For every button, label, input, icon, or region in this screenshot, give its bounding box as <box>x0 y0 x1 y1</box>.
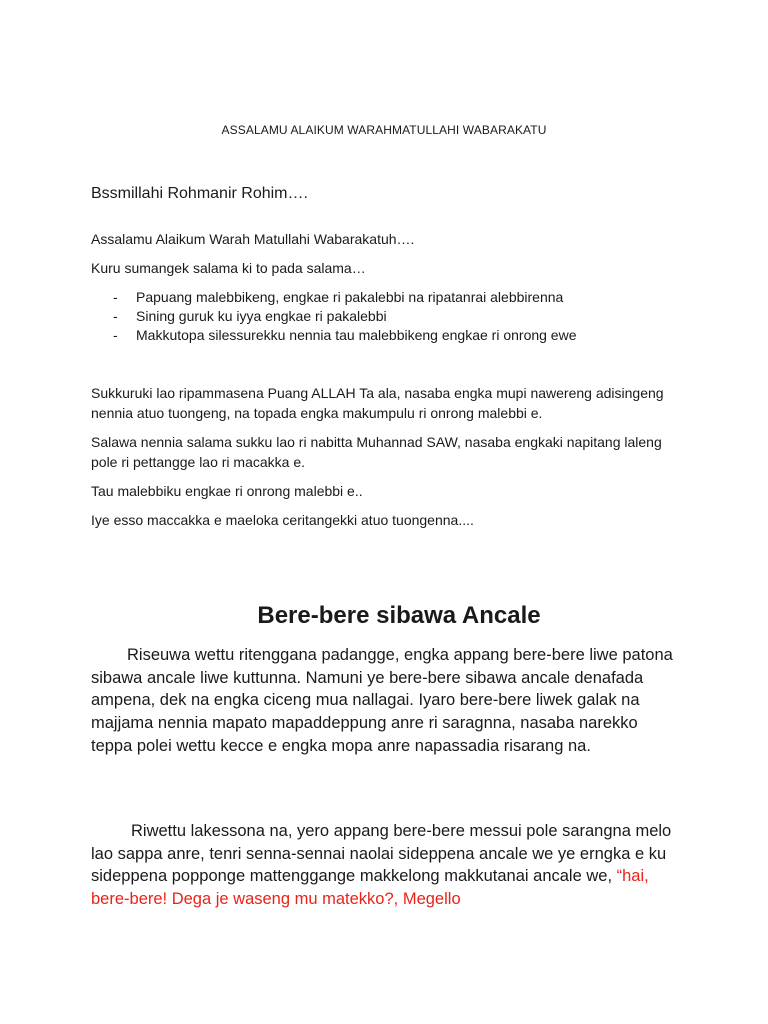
list-item <box>91 326 577 345</box>
story-paragraph-1: Riseuwa wettu ritenggana padangge, engka appang bere-bere liwe patona sibawa ancale liwe kuttunna. Namuni ye bere-bere sibawa ancale denafada ampena, dek na engka ciceng mua nallagai. Iyaro bere-bere liwek galak na majjama nennia mapato mapaddeppung anre ri saragnna, nasaba narekko teppa polei wettu kecce e engka mopa anre napassadia risarang na. <box>91 646 673 755</box>
list-dash: - <box>113 308 118 324</box>
story-title: Bere-bere sibawa Ancale <box>257 602 541 629</box>
salutation-header: ASSALAMU ALAIKUM WARAHMATULLAHI WABARAKATU <box>221 123 547 137</box>
story-intro-paragraph: Iye esso maccakka e maeloka ceritangekki atuo tuongenna.... <box>91 512 474 528</box>
dialogue-quote: “hai, bere-bere! Dega je waseng mu matekko?, Megello <box>91 867 649 909</box>
list-item <box>91 288 577 307</box>
story-paragraph-2 <box>91 820 681 911</box>
salawat-paragraph: Salawa nennia salama sukku lao ri nabitta Muhannad SAW, nasaba engkaki napitang laleng pole ri pettangge lao ri macakka e. <box>91 434 662 470</box>
intro-paragraph: Kuru sumangek salama ki to pada salama… <box>91 260 366 276</box>
list-dash: - <box>113 327 118 343</box>
gratitude-paragraph: Sukkuruki lao ripammasena Puang ALLAH Ta ala, nasaba engka mupi nawereng adisingeng nennia atuo tuongeng, na topada engka makumpulu ri onrong malebbi e. <box>91 385 664 421</box>
honorifics-list <box>91 288 577 345</box>
narration-text: Riwettu lakessona na, yero appang bere-bere messui pole sarangna melo lao sappa anre, tenri senna-sennai naolai sideppena ancale we ye erngka e ku sideppena popponge mattenggange makkelong makkutanai ancale we, <box>91 822 672 886</box>
address-paragraph: Tau malebbiku engkae ri onrong malebbi e.. <box>91 483 363 499</box>
list-item <box>91 307 577 326</box>
bismillah-line: Bssmillahi Rohmanir Rohim…. <box>91 185 308 202</box>
greeting-paragraph: Assalamu Alaikum Warah Matullahi Wabarakatuh…. <box>91 231 415 247</box>
list-dash: - <box>113 289 118 305</box>
list-item-text: Makkutopa silessurekku nennia tau malebbikeng engkae ri onrong ewe <box>136 327 577 343</box>
list-item-text: Sining guruk ku iyya engkae ri pakalebbi <box>136 308 387 324</box>
list-item-text: Papuang malebbikeng, engkae ri pakalebbi na ripatanrai alebbirenna <box>136 289 564 305</box>
